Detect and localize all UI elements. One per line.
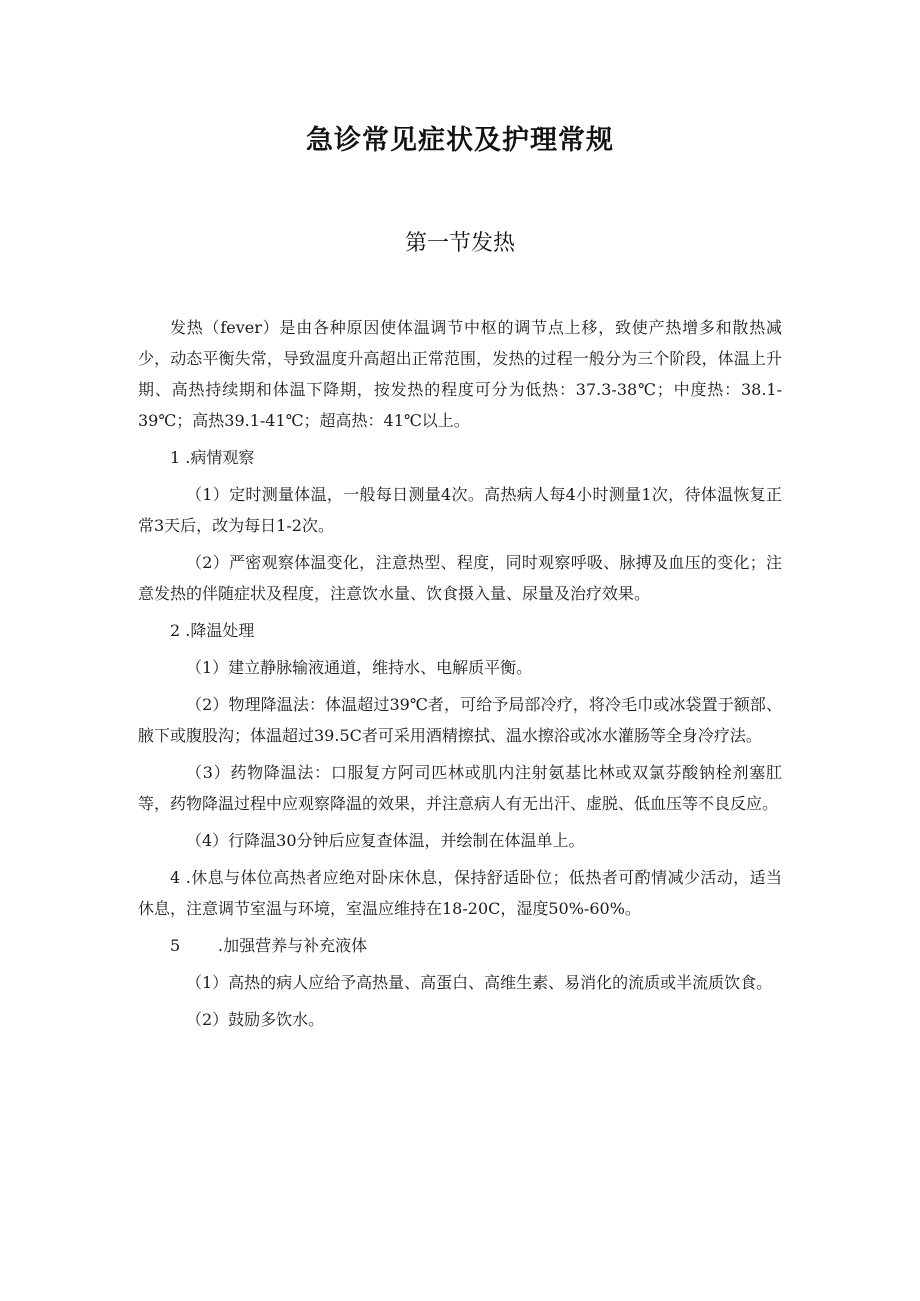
- paragraph-5-1: （1）高热的病人应给予高热量、高蛋白、高维生素、易消化的流质或半流质饮食。: [186, 973, 773, 992]
- paragraph-1-1: （1）定时测量体温，一般每日测量4次。高热病人每4小时测量1次，待体温恢复正常3天后，改为每日1-2次。: [138, 485, 782, 535]
- paragraph-2-4: （4）行降温30分钟后应复查体温，并绘制在体温单上。: [186, 831, 585, 850]
- intro-paragraph: 发热（fever）是由各种原因使体温调节中枢的调节点上移，致使产热增多和散热减少，动态平衡失常，导致温度升高超出正常范围，发热的过程一般分为三个阶段，体温上升期、高热持续期和体温下降期，按发热的程度可分为低热：37.3-38℃；中度热：38.1-39℃；高热39.1-41℃；超高热：41℃以上。: [138, 318, 782, 430]
- section-title: 第一节发热: [404, 231, 515, 256]
- paragraph-2-1: （1）建立静脉输液通道，维持水、电解质平衡。: [186, 658, 533, 677]
- paragraph-1-2: （2）严密观察体温变化，注意热型、程度，同时观察呼吸、脉搏及血压的变化；注意发热的伴随症状及程度，注意饮水量、饮食摄入量、尿量及治疗效果。: [138, 553, 782, 603]
- paragraph-rest: 4 .休息与体位高热者应绝对卧床休息，保持舒适卧位；低热者可酌情减少活动，适当休息，注意调节室温与环境，室温应维持在18-20C，湿度50%-60%。: [138, 868, 782, 918]
- heading-nutrition: [138, 930, 782, 961]
- heading-cooling: 2 .降温处理: [170, 621, 255, 640]
- heading-observation: 1 .病情观察: [170, 448, 255, 467]
- paragraph-2-3: （3）药物降温法：口服复方阿司匹林或肌内注射氨基比林或双氯芬酸钠栓剂塞肛等，药物降温过程中应观察降温的效果，并注意病人有无出汗、虚脱、低血压等不良反应。: [138, 763, 782, 813]
- document-title: 急诊常见症状及护理常规: [306, 125, 614, 156]
- heading-nutrition-label: .加强营养与补充液体: [218, 936, 368, 955]
- paragraph-5-2: （2）鼓励多饮水。: [186, 1010, 325, 1029]
- heading-nutrition-number: 5: [170, 936, 181, 955]
- paragraph-2-2: （2）物理降温法：体温超过39℃者，可给予局部冷疗，将冷毛巾或冰袋置于额部、腋下或腹股沟；体温超过39.5C者可采用酒精擦拭、温水擦浴或冰水灌肠等全身冷疗法。: [138, 695, 782, 745]
- document-body: [138, 312, 782, 1041]
